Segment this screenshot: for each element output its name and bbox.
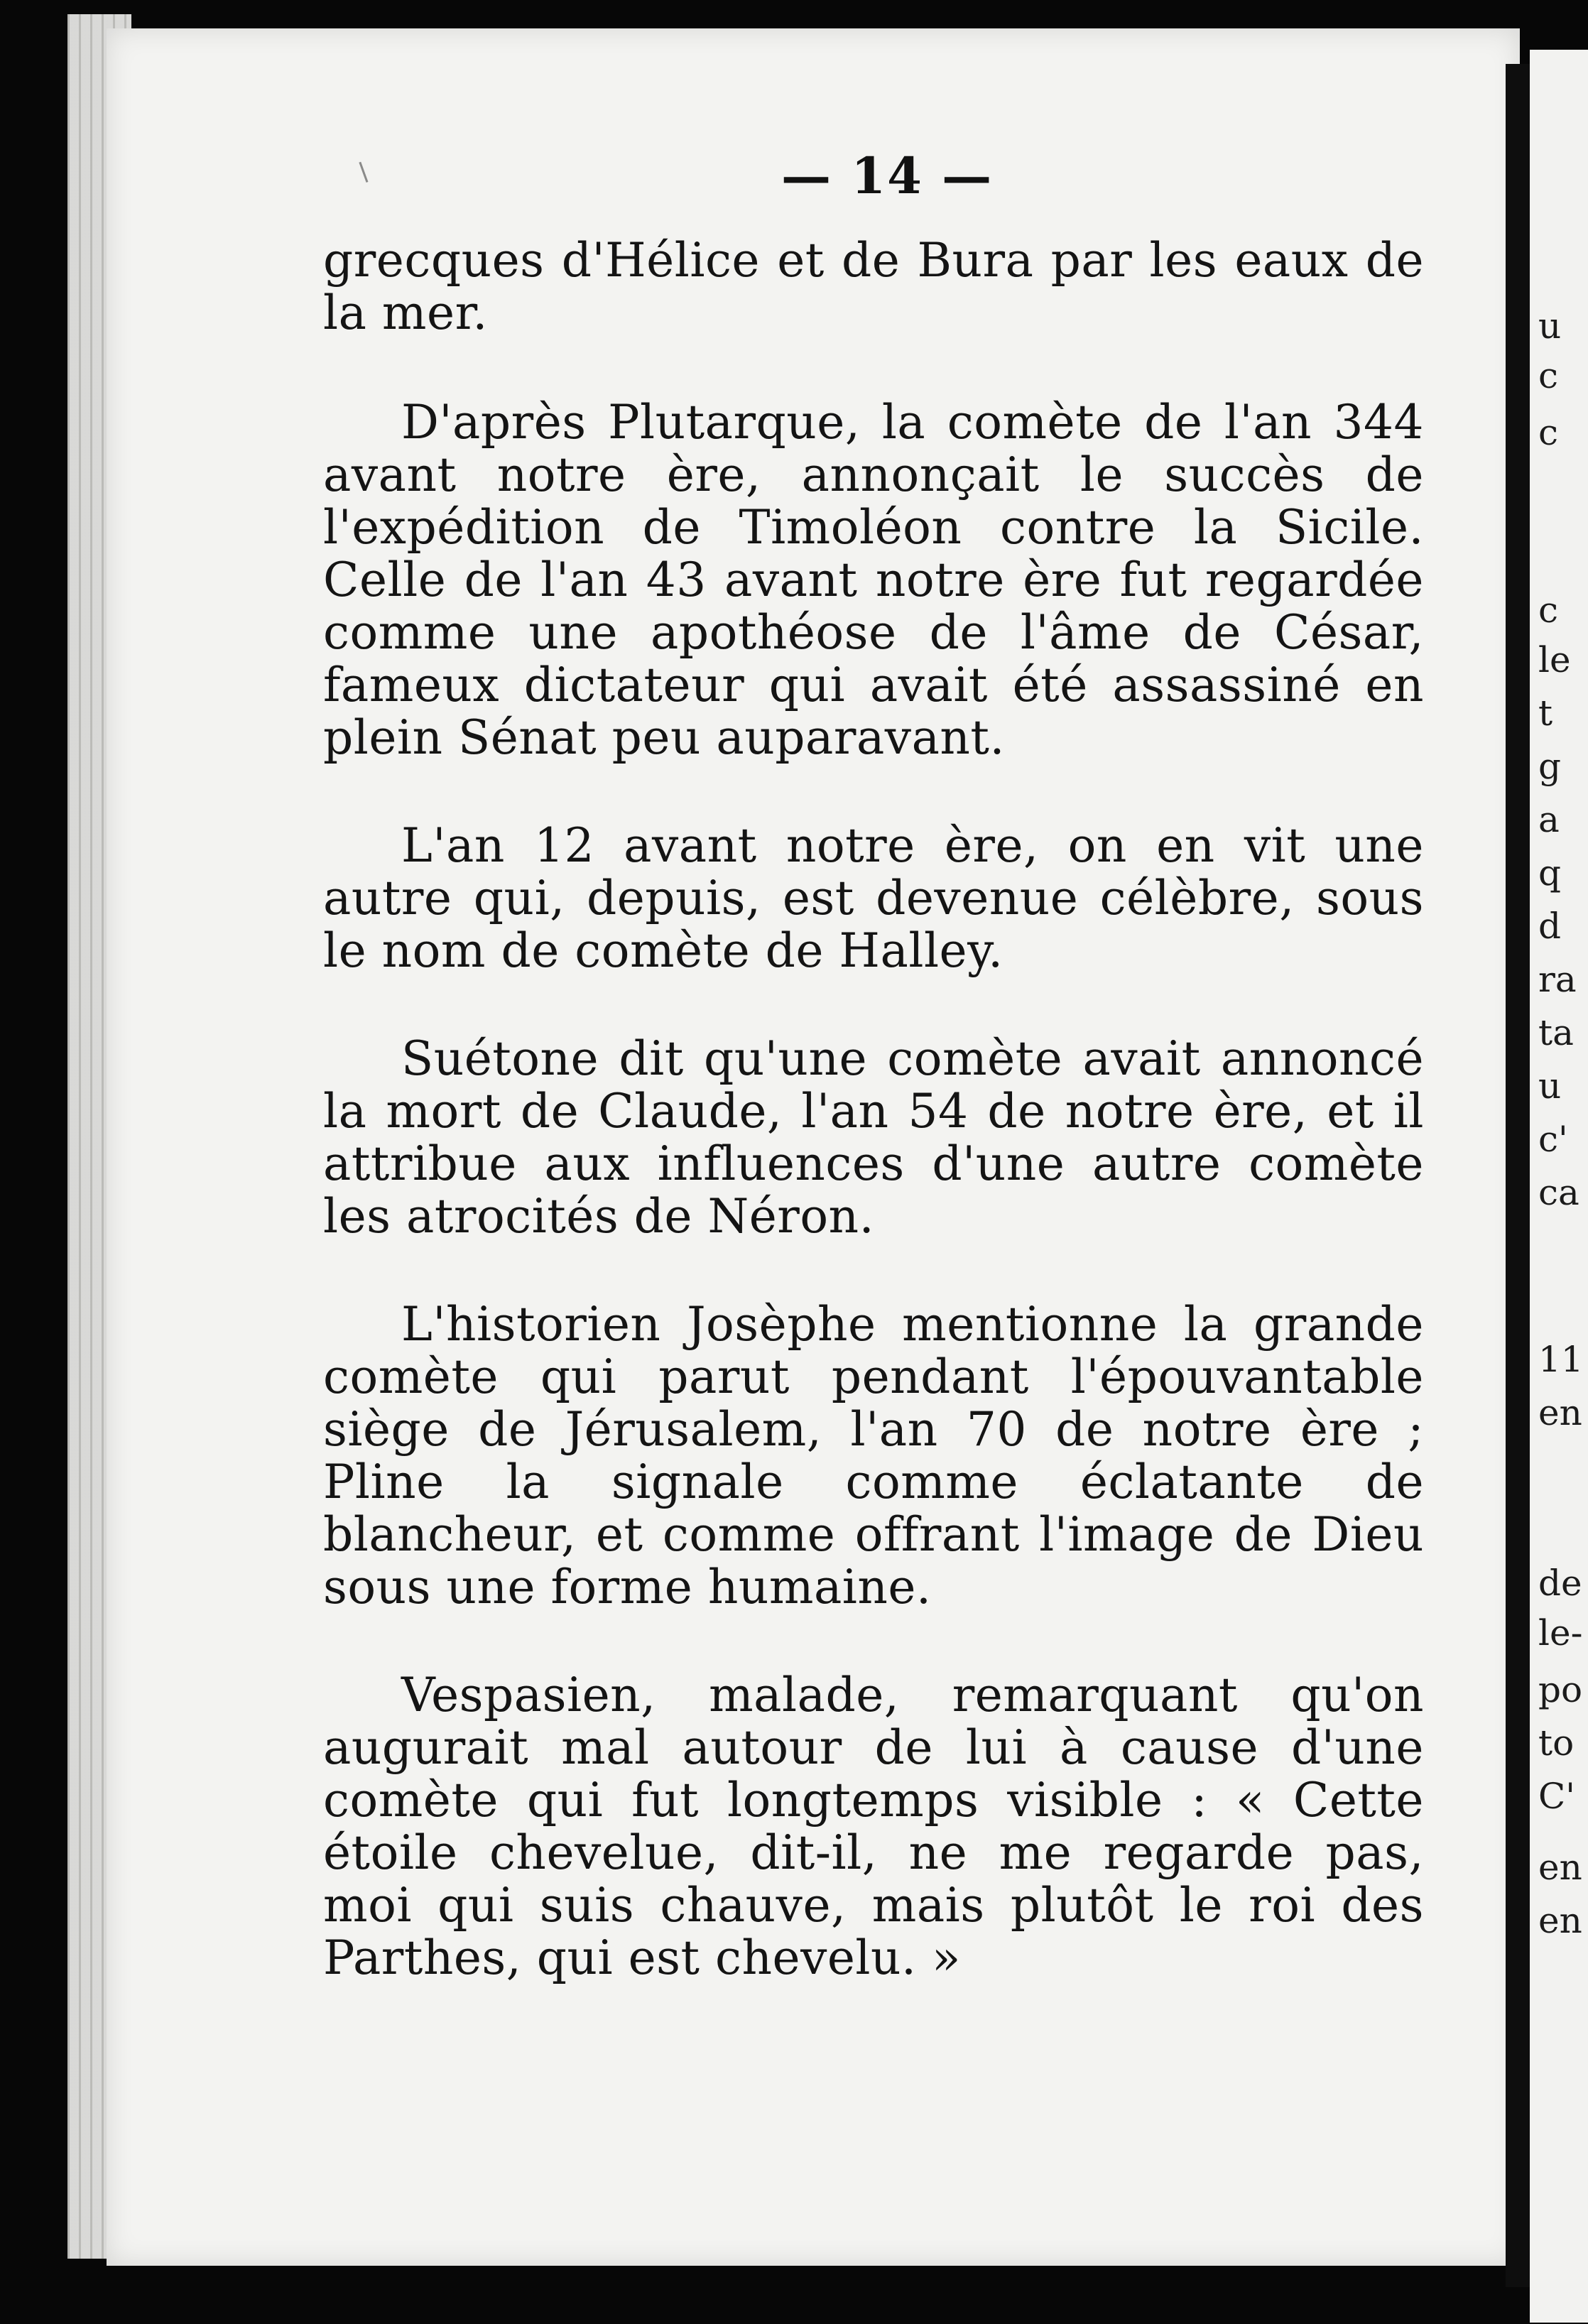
next-page-fragment: ta: [1538, 1012, 1574, 1053]
next-page-fragment: to: [1538, 1722, 1575, 1764]
next-page-fragment: c': [1538, 1119, 1568, 1160]
next-page-fragment: en: [1538, 1392, 1582, 1433]
paragraph-1: grecques d'Hélice et de Bura par les eaux de la mer.: [323, 233, 1424, 340]
next-page-fragment: a: [1538, 799, 1560, 840]
paragraph-4: Suétone dit qu'une comète avait annoncé la mort de Claude, l'an 54 de notre ère, et il attribue aux influences d'une autre comète les atrocités de Néron.: [323, 1031, 1424, 1244]
next-page-fragment: ra: [1538, 959, 1577, 1000]
next-page-fragment: le-: [1538, 1612, 1583, 1654]
next-page-fragment: t: [1538, 693, 1553, 734]
next-page-fragment: le: [1538, 639, 1571, 680]
next-page-fragment: C': [1538, 1776, 1576, 1817]
next-page-fragment: c: [1538, 412, 1559, 453]
next-page-fragment: ca: [1538, 1172, 1579, 1213]
next-page-fragment: g: [1538, 746, 1562, 787]
next-page-fragment: de: [1538, 1563, 1582, 1604]
next-page-fragment: u: [1538, 1065, 1562, 1107]
next-page-sliver: [1530, 50, 1588, 2323]
next-page-fragment: po: [1538, 1669, 1583, 1710]
next-page-fragment: u: [1538, 305, 1562, 347]
paragraph-2: D'après Plutarque, la comète de l'an 344 avant notre ère, annonçait le succès de l'expédition de Timoléon contre la Sicile. Celle de l'an 43 avant notre ère fut regardée comme une apothéose de l'âme de César, fameux dictateur qui avait été assassiné en plein Sénat peu auparavant.: [323, 395, 1424, 765]
next-page-fragment: d: [1538, 906, 1562, 947]
next-page-fragment: c: [1538, 355, 1559, 396]
paragraph-6: Vespasien, malade, remarquant qu'on augurait mal autour de lui à cause d'une comète qui fut longtemps visible : « Cette étoile chevelue, dit-il, ne me regarde pas, moi qui suis chauve, mais plutôt le roi des Parthes, qui est chevelu. »: [323, 1668, 1424, 1985]
body-text: [323, 234, 1424, 2040]
book-gutter: [1506, 64, 1530, 2287]
next-page-fragment: en: [1538, 1900, 1582, 1941]
next-page-fragment: 11: [1538, 1339, 1584, 1380]
paragraph-3: L'an 12 avant notre ère, on en vit une autre qui, depuis, est devenue célèbre, sous le nom de comète de Halley.: [323, 818, 1424, 978]
next-page-fragment: c: [1538, 590, 1559, 631]
paragraph-5: L'historien Josèphe mentionne la grande comète qui parut pendant l'épouvantable siège de Jérusalem, l'an 70 de notre ère ; Pline la signale comme éclatante de blancheur, et comme offrant l'image de Dieu sous une forme humaine.: [323, 1297, 1424, 1614]
next-page-fragment: en: [1538, 1847, 1582, 1888]
next-page-fragment: q: [1538, 852, 1562, 894]
page-number: — 14 —: [781, 146, 994, 205]
